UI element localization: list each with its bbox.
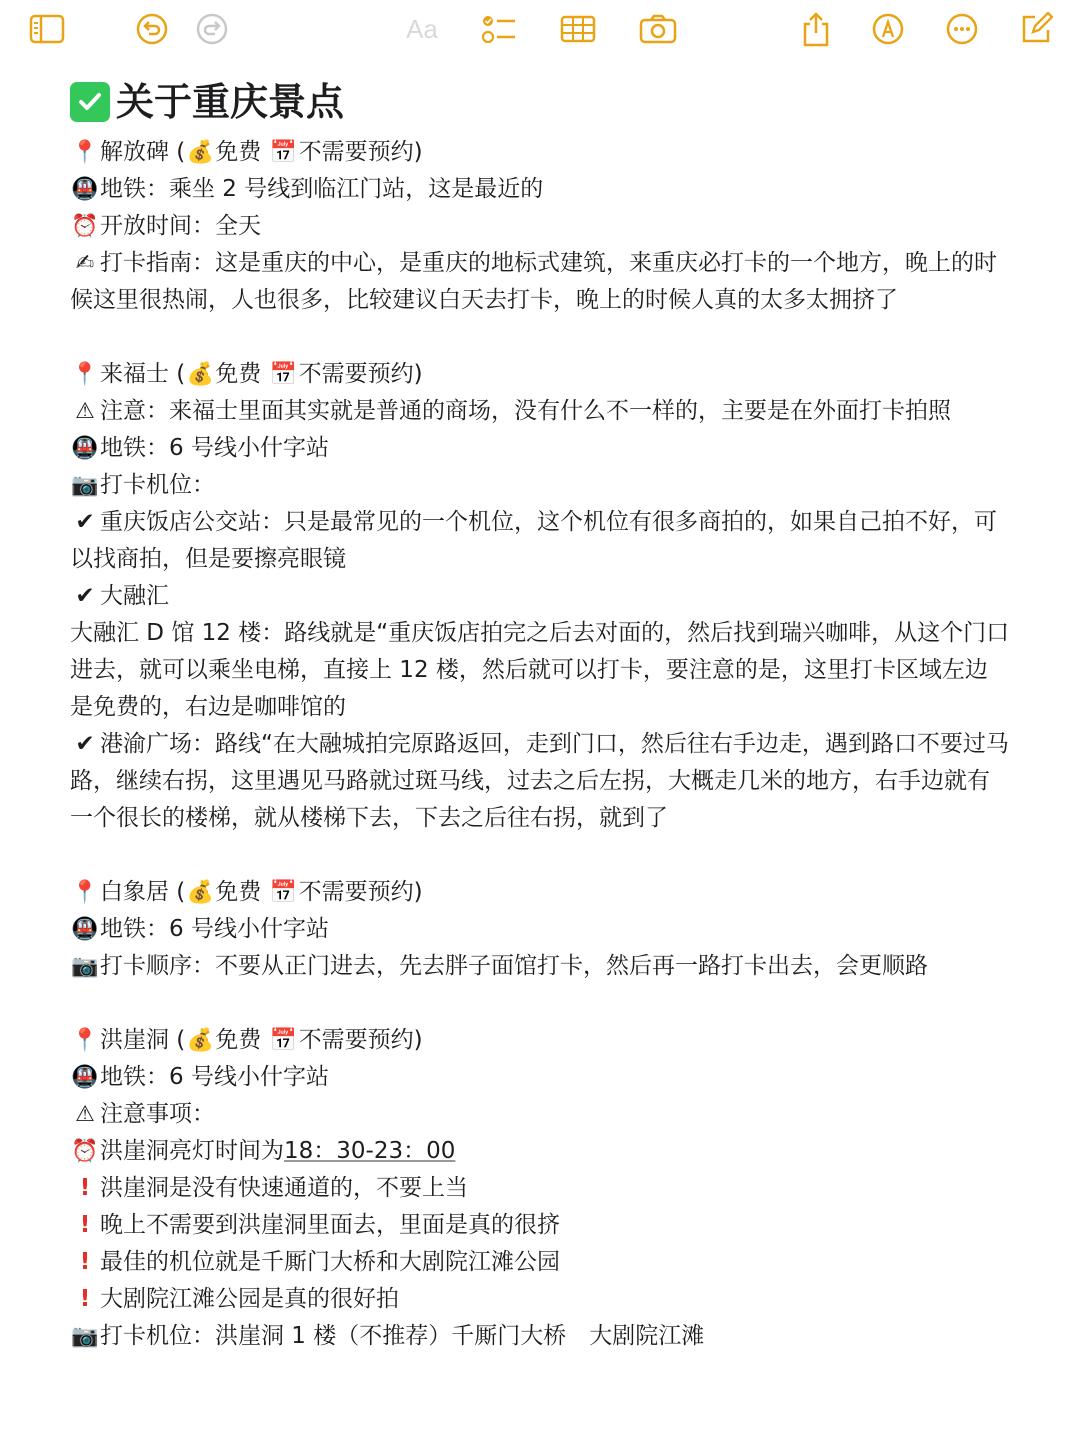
- note-body[interactable]: [70, 74, 1010, 1355]
- blank-line: [70, 837, 1010, 874]
- spot-detail: 大融汇 D 馆 12 楼：路线就是“重庆饭店拍完之后去对面的，然后找到瑞兴咖啡，从这个门口进去，就可以乘坐电梯，直接上 12 楼，然后就可以打卡，要注意的是，这里打卡区域左边是免费的，右边是咖啡馆的: [70, 620, 1010, 720]
- pin-icon: 📍: [71, 1028, 99, 1053]
- spot-item: ✔ 港渝广场：路线“在大融城拍完原路返回，走到门口，然后往右手边走，遇到路口不要过马路，继续右拐，这里遇见马路就过斑马线，过去之后左拐，大概走几米的地方，右手边就有一个很长的楼梯，就从楼梯下去，下去之后往右拐，就到了: [70, 726, 1010, 837]
- undo-icon[interactable]: [132, 10, 172, 48]
- toolbar: [0, 0, 1080, 58]
- warning-icon: ⚠: [75, 1102, 95, 1127]
- check-mark-icon: [70, 82, 110, 122]
- light-time-link[interactable]: 18：30-23：00: [284, 1138, 456, 1164]
- note-item: ! 晚上不需要到洪崖洞里面去，里面是真的很挤: [70, 1207, 1010, 1244]
- money-bag-icon: 💰: [186, 1028, 214, 1053]
- pin-icon: 📍: [71, 362, 99, 387]
- note-item: ! 大剧院江滩公园是真的很好拍: [70, 1281, 1010, 1318]
- hours-line: ⏰开放时间：全天: [70, 208, 1010, 245]
- notes-label: ⚠ 注意事项：: [70, 1096, 1010, 1133]
- sidebar-icon[interactable]: [27, 10, 67, 48]
- more-icon[interactable]: [942, 10, 982, 48]
- checkmark-icon: ✔: [75, 583, 95, 609]
- format-text-icon[interactable]: Aa: [406, 13, 438, 44]
- camera-emoji-icon: 📷: [71, 1324, 99, 1349]
- money-bag-icon: 💰: [186, 362, 214, 387]
- spots-line: 📷打卡机位：洪崖洞 1 楼（不推荐）千厮门大桥 大剧院江滩: [70, 1318, 1010, 1355]
- exclamation-icon: !: [79, 1249, 91, 1275]
- compose-icon[interactable]: [1016, 10, 1056, 48]
- writing-hand-icon: ✍: [75, 251, 95, 276]
- note-title: [70, 74, 1010, 130]
- camera-emoji-icon: 📷: [71, 473, 99, 498]
- redo-icon[interactable]: [192, 10, 232, 48]
- exclamation-icon: !: [79, 1175, 91, 1201]
- camera-emoji-icon: 📷: [71, 954, 99, 979]
- spot-item: ✔ 重庆饭店公交站：只是最常见的一个机位，这个机位有很多商拍的，如果自己拍不好，可以找商拍，但是要擦亮眼镜: [70, 504, 1010, 578]
- section-heading: 📍白象居 (💰免费 📅不需要预约): [70, 874, 1010, 911]
- section-heading: 📍来福士 (💰免费 📅不需要预约): [70, 356, 1010, 393]
- note-title-text: 关于重庆景点: [116, 80, 345, 124]
- metro-line: 🚇地铁：6 号线小什字站: [70, 1059, 1010, 1096]
- money-bag-icon: 💰: [186, 140, 214, 165]
- warning-icon: ⚠: [75, 399, 95, 424]
- pin-icon: 📍: [71, 140, 99, 165]
- section-heading: 📍洪崖洞 (💰免费 📅不需要预约): [70, 1022, 1010, 1059]
- camera-icon[interactable]: [638, 10, 678, 48]
- section-heading: 📍解放碑 (💰免费 📅不需要预约): [70, 134, 1010, 171]
- order-line: 📷打卡顺序：不要从正门进去，先去胖子面馆打卡，然后再一路打卡出去，会更顺路: [70, 948, 1010, 985]
- notice-paragraph: ⚠ 注意：来福士里面其实就是普通的商场，没有什么不一样的，主要是在外面打卡拍照: [70, 393, 1010, 430]
- pin-icon: 📍: [71, 880, 99, 905]
- light-time-line: ⏰洪崖洞亮灯时间为18：30-23：00: [70, 1133, 1010, 1170]
- alarm-clock-icon: ⏰: [71, 1139, 99, 1164]
- metro-icon: 🚇: [71, 1065, 99, 1090]
- calendar-icon: 📅: [269, 1028, 298, 1053]
- metro-line: 🚇地铁：乘坐 2 号线到临江门站，这是最近的: [70, 171, 1010, 208]
- spot-item: ✔ 大融汇: [70, 578, 1010, 615]
- money-bag-icon: 💰: [186, 880, 214, 905]
- calendar-icon: 📅: [269, 362, 298, 387]
- checkmark-icon: ✔: [75, 731, 95, 757]
- metro-icon: 🚇: [71, 436, 99, 461]
- calendar-icon: 📅: [269, 140, 298, 165]
- blank-line: [70, 985, 1010, 1022]
- metro-line: 🚇地铁：6 号线小什字站: [70, 430, 1010, 467]
- calendar-icon: 📅: [269, 880, 298, 905]
- share-icon[interactable]: [796, 10, 836, 48]
- checkmark-icon: ✔: [75, 509, 95, 535]
- metro-line: 🚇地铁：6 号线小什字站: [70, 911, 1010, 948]
- note-item: ! 最佳的机位就是千厮门大桥和大剧院江滩公园: [70, 1244, 1010, 1281]
- metro-icon: 🚇: [71, 917, 99, 942]
- metro-icon: 🚇: [71, 177, 99, 202]
- blank-line: [70, 319, 1010, 356]
- note-item: ! 洪崖洞是没有快速通道的，不要上当: [70, 1170, 1010, 1207]
- guide-paragraph: ✍ 打卡指南：这是重庆的中心，是重庆的地标式建筑，来重庆必打卡的一个地方，晚上的时候这里很热闹，人也很多，比较建议白天去打卡，晚上的时候人真的太多太拥挤了: [70, 245, 1010, 319]
- exclamation-icon: !: [79, 1286, 91, 1312]
- alarm-clock-icon: ⏰: [71, 214, 99, 239]
- table-icon[interactable]: [558, 10, 598, 48]
- exclamation-icon: !: [79, 1212, 91, 1238]
- spots-label: 📷打卡机位：: [70, 467, 1010, 504]
- checklist-icon[interactable]: [479, 10, 519, 48]
- markup-icon[interactable]: [868, 10, 908, 48]
